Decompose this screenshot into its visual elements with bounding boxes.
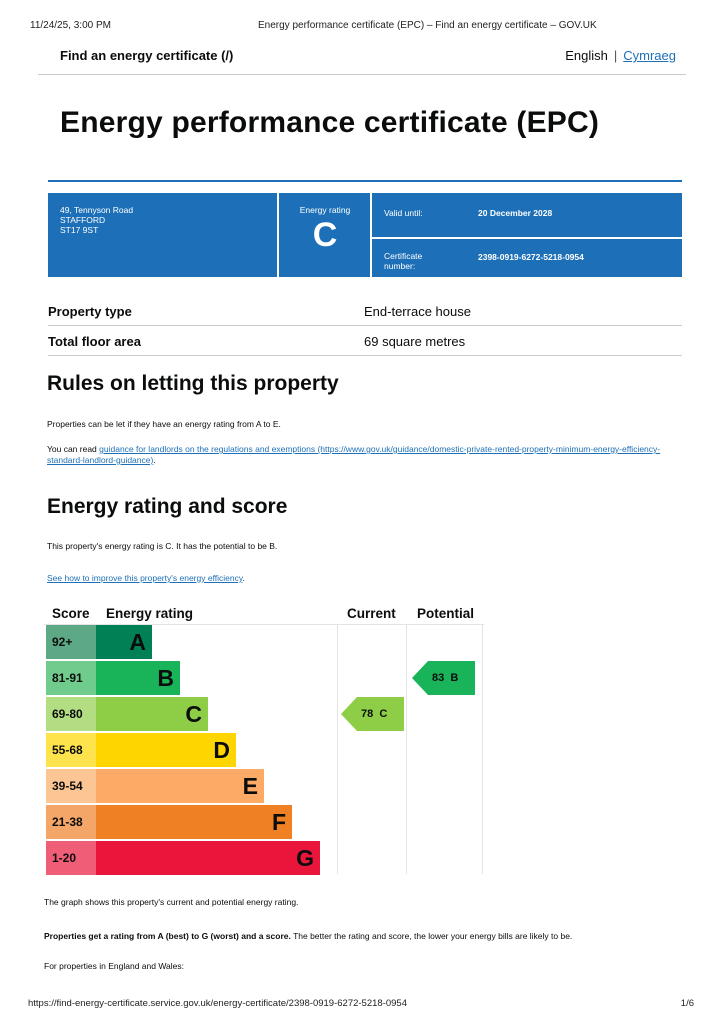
- print-footer-url: https://find-energy-certificate.service.gov.uk/energy-certificate/2398-0919-6272-5218-0954: [28, 998, 407, 1009]
- print-datetime: 11/24/25, 3:00 PM: [30, 20, 111, 31]
- band-score-f: 21-38: [46, 805, 96, 839]
- band-score-a: 92+: [46, 625, 96, 659]
- band-bar-g: [96, 841, 320, 875]
- energy-rating-letter: C: [312, 216, 338, 254]
- box-divider-2: [370, 193, 372, 277]
- band-score-e: 39-54: [46, 769, 96, 803]
- box-divider-3: [372, 237, 682, 239]
- energy-rating-chart: [44, 606, 484, 874]
- summary-key: Property type: [48, 304, 132, 319]
- improve-efficiency-suffix: .: [242, 573, 245, 583]
- current-rating-pointer-label: 78 C: [361, 708, 388, 720]
- band-bar-a: [96, 625, 152, 659]
- rules-paragraph-2-prefix: You can read: [47, 444, 100, 454]
- summary-value: 69 square metres: [364, 334, 466, 349]
- valid-until-date: 20 December 2028: [478, 208, 553, 218]
- rules-paragraph-2-suffix: .: [153, 455, 156, 465]
- address-line-1: 49, Tennyson Road: [60, 205, 134, 215]
- band-letter-a: A: [129, 629, 146, 655]
- band-score-g: 1-20: [46, 841, 96, 875]
- rules-paragraph-2: [47, 444, 687, 466]
- rating-explanation: [44, 931, 572, 942]
- band-bar-d: [96, 733, 236, 767]
- rules-paragraph-1: Properties can be let if they have an energy rating from A to E.: [47, 419, 281, 429]
- chart-divider-potential: [406, 624, 407, 874]
- current-rating-pointer: [341, 697, 404, 731]
- certificate-number-label-line1: Certificate: [384, 251, 423, 261]
- summary-row-floor-area: [48, 326, 682, 356]
- chart-col-current: Current: [347, 606, 396, 621]
- rules-heading: Rules on letting this property: [47, 372, 339, 395]
- landlord-guidance-link-cont[interactable]: standard-landlord-guidance): [47, 455, 154, 465]
- band-score-b: 81-91: [46, 661, 96, 695]
- chart-col-potential: Potential: [417, 606, 475, 621]
- band-bar-c: [96, 697, 208, 731]
- summary-value: End-terrace house: [364, 304, 471, 319]
- site-header: [38, 40, 686, 75]
- certificate-number-label-line2: number:: [384, 261, 416, 271]
- chart-col-energy-rating: Energy rating: [106, 606, 194, 621]
- certificate-summary-box: [48, 193, 682, 277]
- language-english[interactable]: English: [565, 48, 608, 63]
- chart-caption: The graph shows this property's current and potential energy rating.: [44, 897, 299, 907]
- band-letter-f: F: [271, 809, 286, 835]
- valid-until-label: Valid until:: [384, 208, 423, 218]
- band-bar-f: [96, 805, 292, 839]
- summary-key: Total floor area: [48, 334, 141, 349]
- band-bar-e: [96, 769, 264, 803]
- page-title: Energy performance certificate (EPC): [60, 106, 600, 139]
- potential-rating-pointer-label: 83 B: [432, 672, 459, 684]
- band-letter-b: B: [157, 665, 174, 691]
- language-welsh-link[interactable]: Cymraeg: [623, 48, 676, 63]
- improve-efficiency-paragraph: [47, 573, 245, 584]
- print-document-title: Energy performance certificate (EPC) – Find an energy certificate – GOV.UK: [258, 20, 597, 31]
- chart-divider-right: [482, 624, 483, 874]
- language-switcher: [565, 48, 676, 63]
- rating-explanation-rest: The better the rating and score, the lower your energy bills are likely to be.: [290, 931, 573, 941]
- england-wales-note: For properties in England and Wales:: [44, 961, 185, 971]
- address-line-2: STAFFORD: [60, 215, 106, 225]
- title-divider: [48, 180, 682, 182]
- potential-rating-pointer: [412, 661, 475, 695]
- chart-col-score: Score: [52, 606, 90, 621]
- band-bar-b: [96, 661, 180, 695]
- print-footer-page: 1/6: [680, 998, 694, 1009]
- address-line-3: ST17 9ST: [60, 225, 99, 235]
- band-score-c: 69-80: [46, 697, 96, 731]
- energy-rating-label: Energy rating: [299, 205, 351, 215]
- rating-explanation-bold: Properties get a rating from A (best) to G (worst) and a score.: [44, 931, 291, 941]
- band-letter-g: G: [296, 845, 314, 871]
- summary-row-property-type: [48, 296, 682, 326]
- landlord-guidance-link[interactable]: guidance for landlords on the regulations and exemptions (https://www.gov.uk/guidance/domestic-private-rented-property-minimum-energy-efficiency-: [99, 444, 661, 454]
- chart-divider-current: [337, 624, 338, 874]
- property-address: [60, 205, 133, 235]
- certificate-number-label: [384, 251, 422, 271]
- language-separator: |: [613, 48, 618, 63]
- band-letter-d: D: [213, 737, 230, 763]
- box-divider-1: [277, 193, 279, 277]
- certificate-number: 2398-0919-6272-5218-0954: [478, 252, 584, 262]
- energy-rating-paragraph: This property's energy rating is C. It has the potential to be B.: [47, 541, 278, 551]
- service-name-link[interactable]: Find an energy certificate (/): [60, 48, 234, 63]
- band-letter-c: C: [185, 701, 202, 727]
- band-score-d: 55-68: [46, 733, 96, 767]
- band-letter-e: E: [242, 773, 258, 799]
- improve-efficiency-link[interactable]: See how to improve this property's energy efficiency: [47, 573, 243, 583]
- energy-rating-heading: Energy rating and score: [47, 495, 288, 518]
